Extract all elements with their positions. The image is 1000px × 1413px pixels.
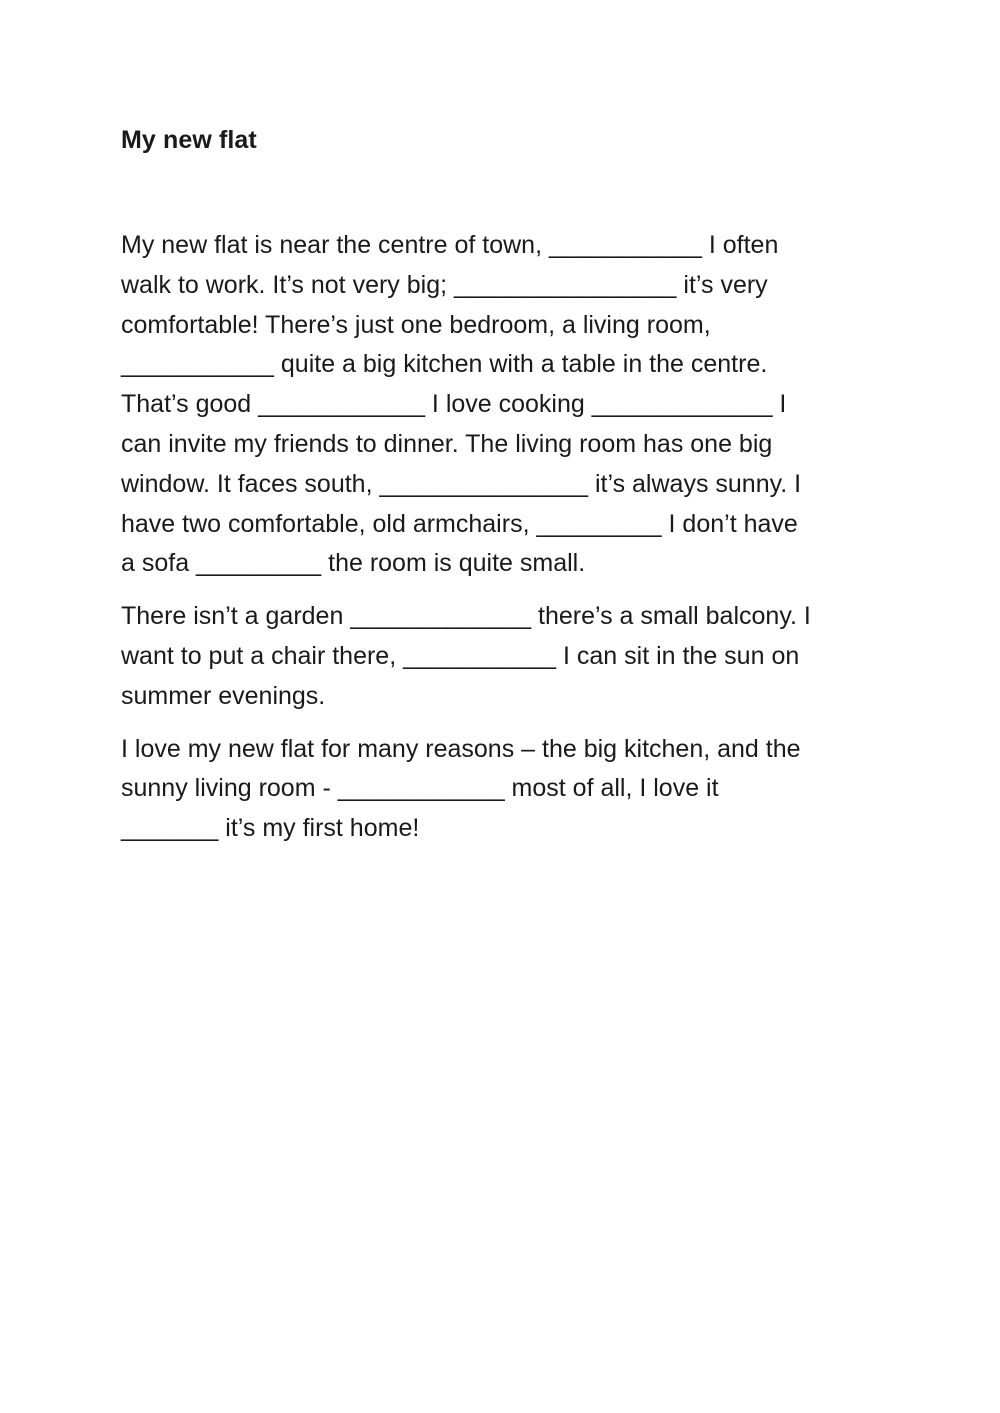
text-line: _______ it’s my first home! bbox=[121, 814, 420, 843]
text-line: ___________ quite a big kitchen with a table in the centre. bbox=[121, 350, 768, 379]
paragraph-3 bbox=[121, 730, 891, 849]
paragraph-1 bbox=[121, 226, 891, 584]
text-line: want to put a chair there, ___________ I can sit in the sun on bbox=[121, 641, 800, 670]
text-line: summer evenings. bbox=[121, 681, 326, 710]
paragraph-2 bbox=[121, 597, 891, 716]
text-line: I love my new flat for many reasons – the big kitchen, and the bbox=[121, 734, 801, 763]
text-line: a sofa _________ the room is quite small. bbox=[121, 549, 586, 578]
text-line: There isn’t a garden _____________ there’s a small balcony. I bbox=[121, 602, 811, 631]
text-line: walk to work. It’s not very big; ________________ it’s very bbox=[121, 270, 768, 299]
document-title: My new flat bbox=[121, 126, 257, 154]
text-line: have two comfortable, old armchairs, _________ I don’t have bbox=[121, 509, 798, 538]
text-line: sunny living room - ____________ most of all, I love it bbox=[121, 774, 719, 803]
text-line: That’s good ____________ I love cooking _____________ I bbox=[121, 390, 787, 419]
text-line: window. It faces south, _______________ it’s always sunny. I bbox=[121, 469, 802, 498]
text-line: can invite my friends to dinner. The living room has one big bbox=[121, 429, 773, 458]
text-line: My new flat is near the centre of town, ___________ I often bbox=[121, 231, 779, 259]
text-line: comfortable! There’s just one bedroom, a living room, bbox=[121, 310, 711, 339]
document-body bbox=[121, 226, 891, 862]
